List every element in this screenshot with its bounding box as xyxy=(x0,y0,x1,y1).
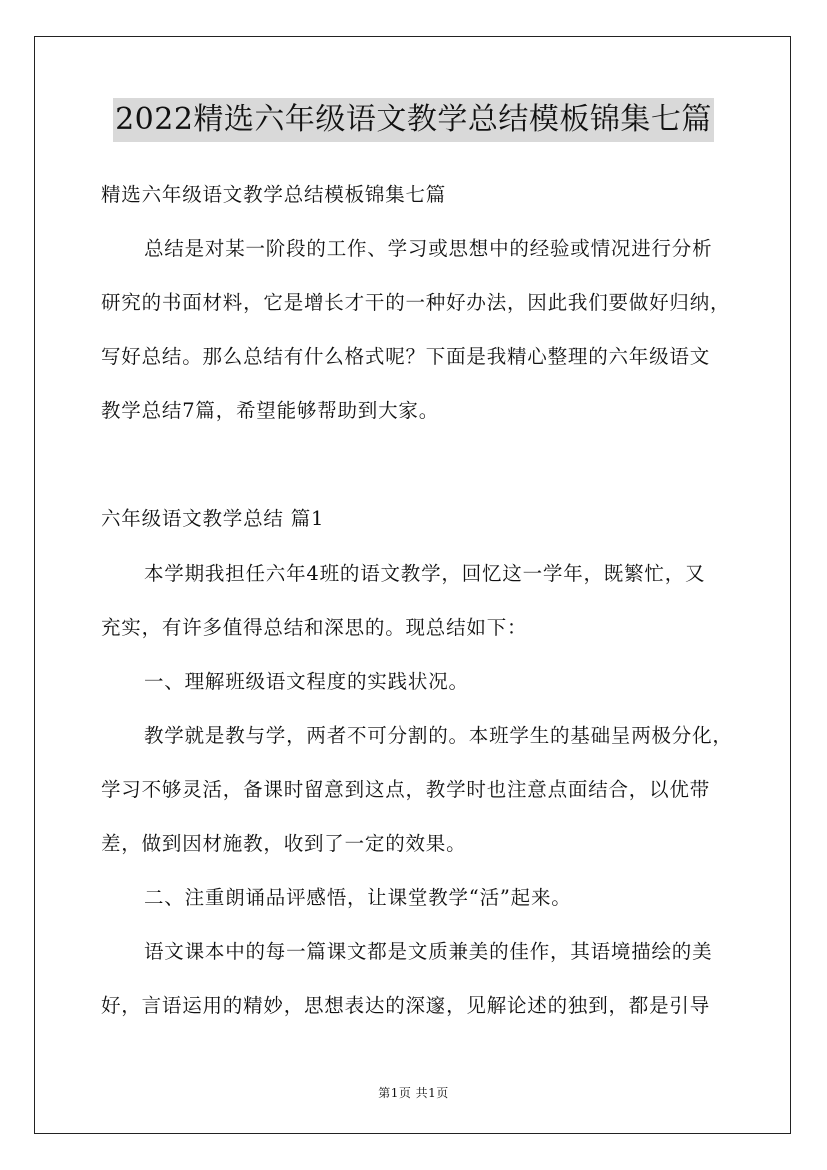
paragraph-line: 差，做到因材施教，收到了一定的效果。 xyxy=(101,832,467,855)
section-heading: 六年级语文教学总结 篇1 xyxy=(101,507,325,530)
paragraph-line: 二、注重朗诵品评感悟，让课堂教学“活”起来。 xyxy=(144,886,572,909)
paragraph-line: 好，言语运用的精妙，思想表达的深邃，见解论述的独到，都是引导 xyxy=(101,994,711,1017)
paragraph-line: 教学总结7篇，希望能够帮助到大家。 xyxy=(101,399,440,422)
paragraph-line: 一、理解班级语文程度的实践状况。 xyxy=(144,670,469,693)
page-footer: 第1页 共1页 xyxy=(378,1086,449,1100)
title-container xyxy=(0,98,827,142)
document-title: 2022精选六年级语文教学总结模板锦集七篇 xyxy=(113,98,714,142)
paragraph-line: 本学期我担任六年4班的语文教学，回忆这一学年，既繁忙，又 xyxy=(144,562,706,585)
document-subtitle: 精选六年级语文教学总结模板锦集七篇 xyxy=(101,183,447,206)
paragraph-line: 写好总结。那么总结有什么格式呢？下面是我精心整理的六年级语文 xyxy=(101,345,711,368)
paragraph-line: 总结是对某一阶段的工作、学习或思想中的经验或情况进行分析 xyxy=(144,237,713,260)
paragraph-line: 研究的书面材料，它是增长才干的一种好办法，因此我们要做好归纳， xyxy=(101,291,731,314)
paragraph-line: 充实，有许多值得总结和深思的。现总结如下： xyxy=(101,616,528,639)
paragraph-line: 教学就是教与学，两者不可分割的。本班学生的基础呈两极分化， xyxy=(144,724,733,747)
paragraph-line: 学习不够灵活，备课时留意到这点，教学时也注意点面结合，以优带 xyxy=(101,778,711,801)
paragraph-line: 语文课本中的每一篇课文都是文质兼美的佳作，其语境描绘的美 xyxy=(144,940,713,963)
